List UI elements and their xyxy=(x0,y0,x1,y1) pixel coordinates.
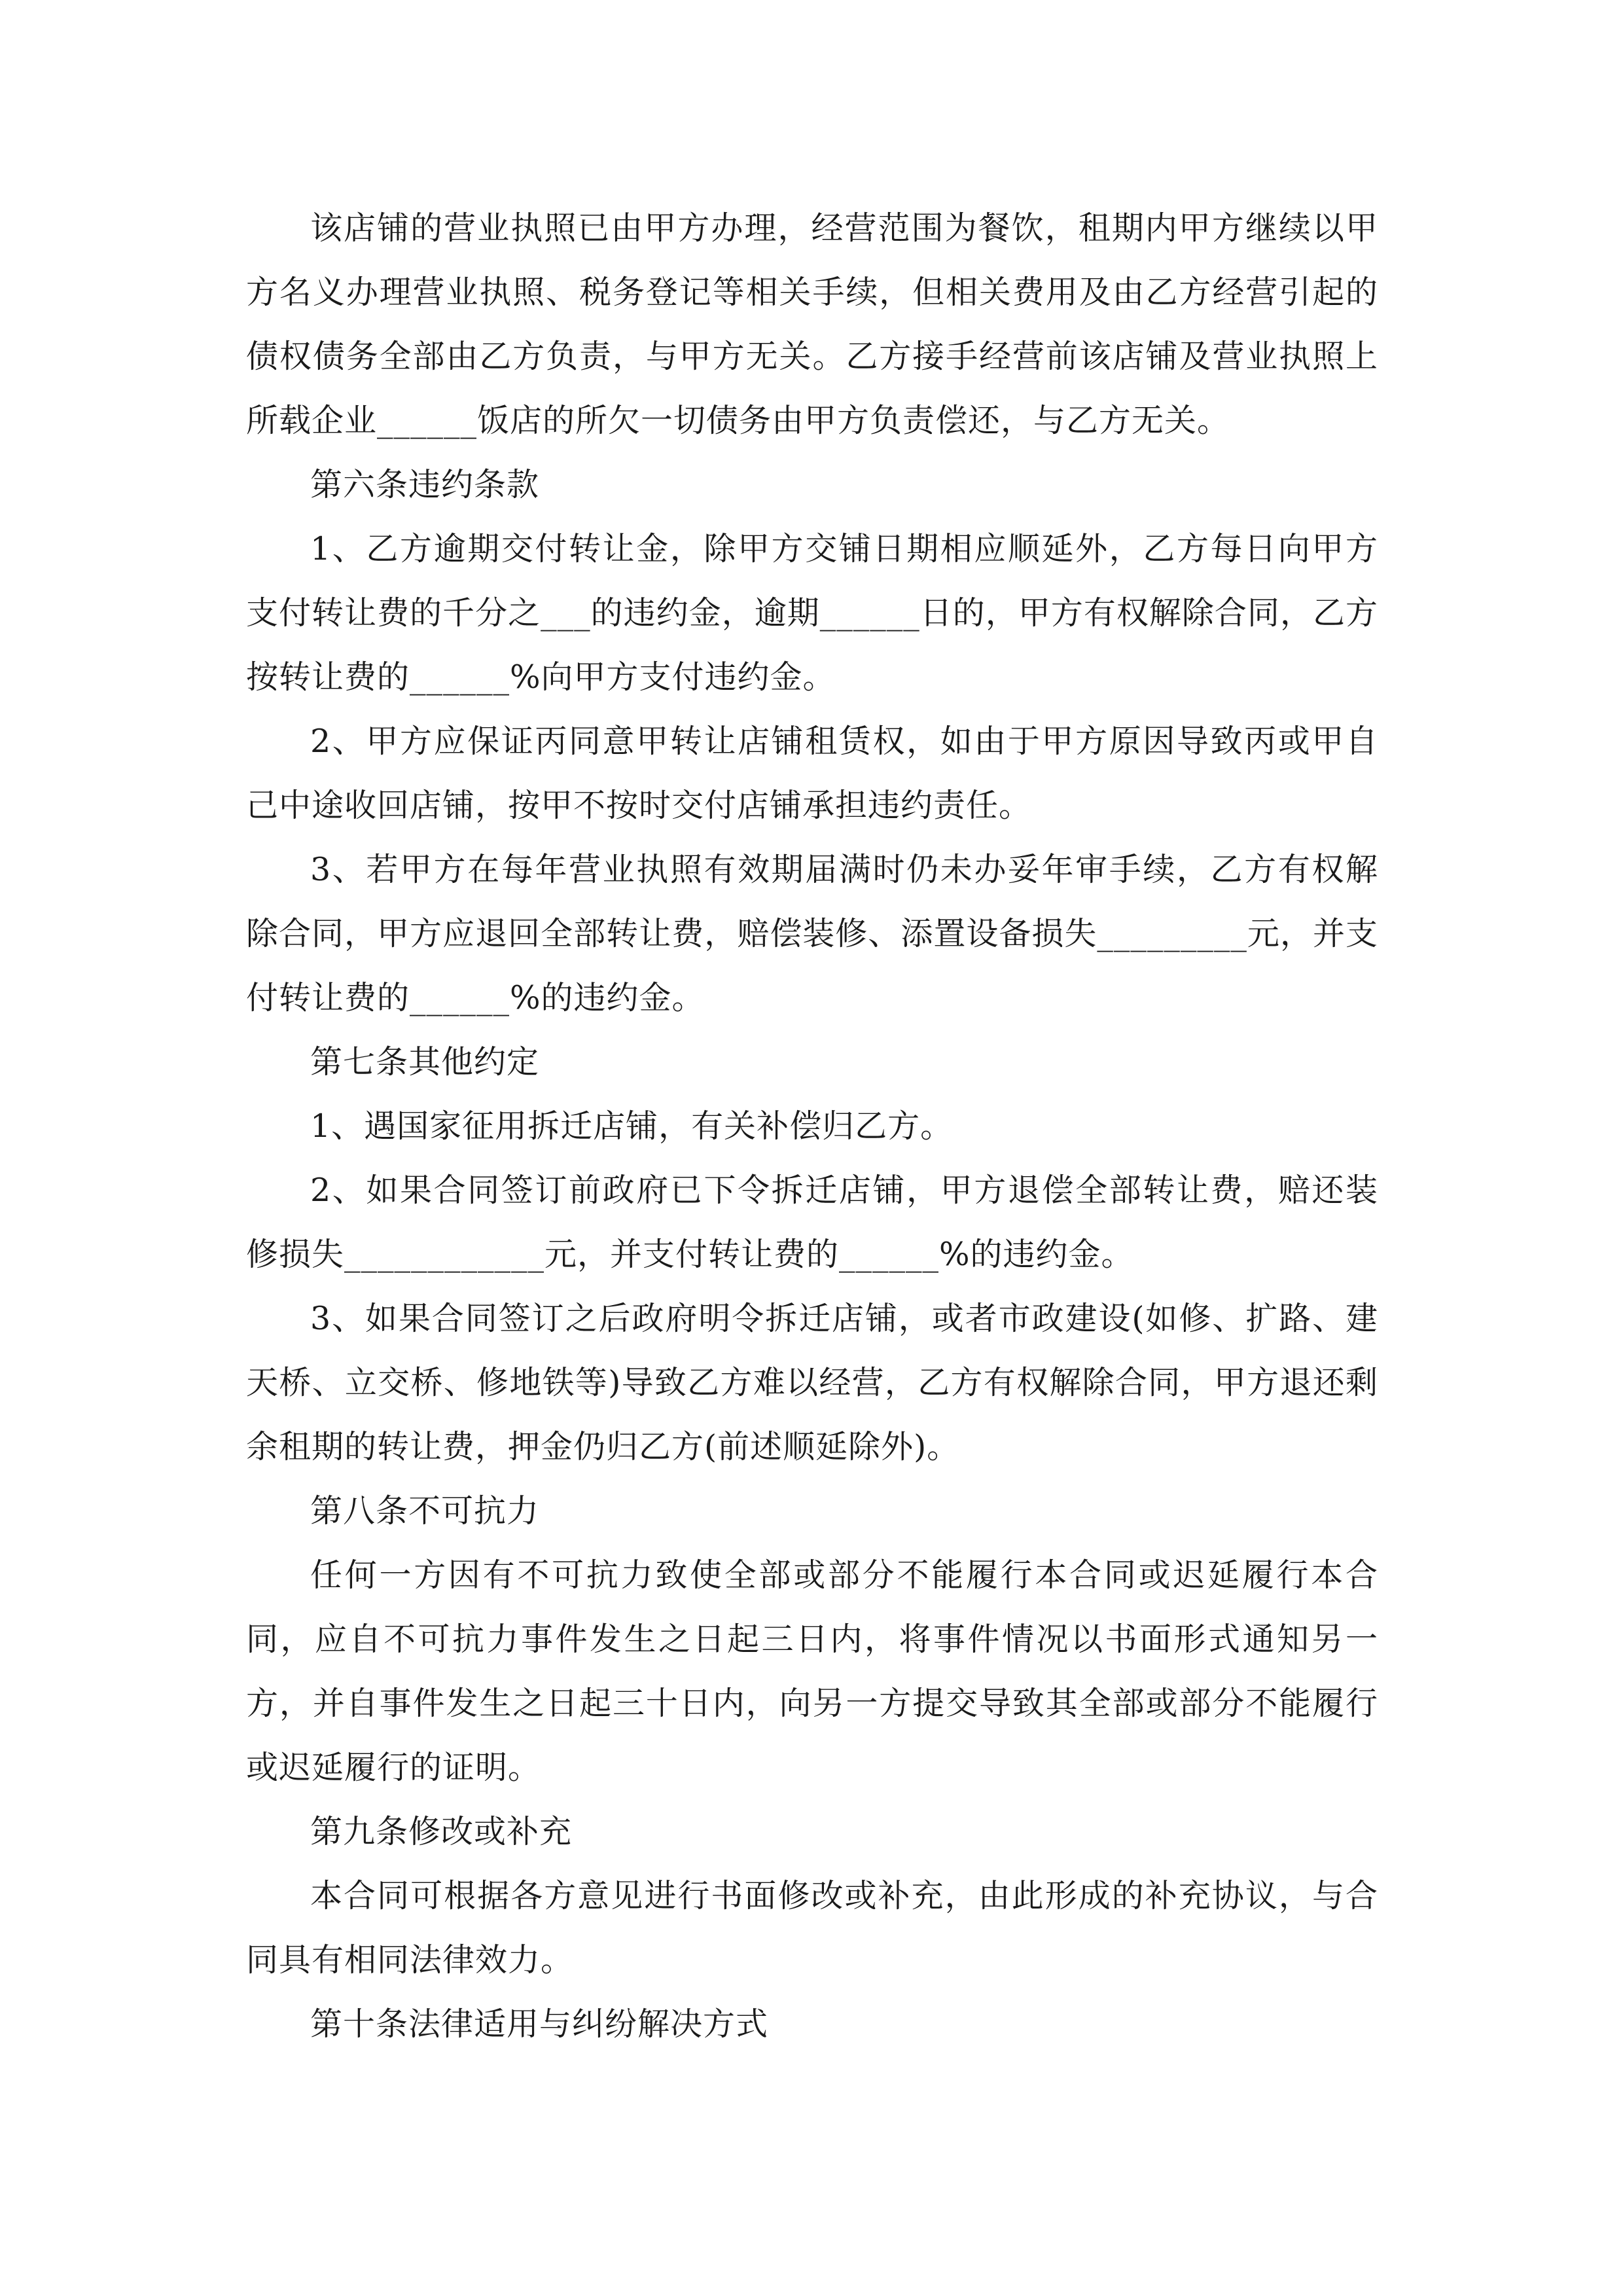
paragraph-8-force-majeure: 任何一方因有不可抗力致使全部或部分不能履行本合同或迟延履行本合同，应自不可抗力事件发生之日起三日内，将事件情况以书面形式通知另一方，并自事件发生之日起三十日内，向另一方提交导致其全部或部分不能履行或迟延履行的证明。 xyxy=(246,1556,1378,1786)
heading-article-6-breach: 第六条违约条款 xyxy=(310,466,540,503)
paragraph-6-3-annual-review: 3、若甲方在每年营业执照有效期届满时仍未办妥年审手续，乙方有权解除合同，甲方应退回全部转让费，赔偿装修、添置设备损失_________元，并支付转让费的______%的违约金。 xyxy=(246,851,1378,1016)
heading-article-9-amendment: 第九条修改或补充 xyxy=(310,1813,573,1850)
document-body xyxy=(246,196,1378,2056)
heading-article-8-force-majeure: 第八条不可抗力 xyxy=(310,1492,540,1530)
paragraph-7-1-expropriation: 1、遇国家征用拆迁店铺，有关补偿归乙方。 xyxy=(310,1107,954,1145)
paragraph-license-clause: 该店铺的营业执照已由甲方办理，经营范围为餐饮，租期内甲方继续以甲方名义办理营业执照、税务登记等相关手续，但相关费用及由乙方经营引起的债权债务全部由乙方负责，与甲方无关。乙方接手经营前该店铺及营业执照上所载企业______饭店的所欠一切债务由甲方负责偿还，与乙方无关。 xyxy=(246,209,1378,439)
paragraph-7-3-demolition-after: 3、如果合同签订之后政府明令拆迁店铺，或者市政建设(如修、扩路、建天桥、立交桥、修地铁等)导致乙方难以经营，乙方有权解除合同，甲方退还剩余租期的转让费，押金仍归乙方(前述顺延除外)。 xyxy=(246,1300,1378,1465)
paragraph-6-1-late-payment: 1、乙方逾期交付转让金，除甲方交铺日期相应顺延外，乙方每日向甲方支付转让费的千分之___的违约金，逾期______日的，甲方有权解除合同，乙方按转让费的______%向甲方支付违约金。 xyxy=(246,530,1378,696)
paragraph-7-2-demolition-before: 2、如果合同签订前政府已下令拆迁店铺，甲方退偿全部转让费，赔还装修损失____________元，并支付转让费的______%的违约金。 xyxy=(246,1172,1378,1273)
paragraph-9-amendment: 本合同可根据各方意见进行书面修改或补充，由此形成的补充协议，与合同具有相同法律效力。 xyxy=(246,1877,1378,1979)
heading-article-10-law: 第十条法律适用与纠纷解决方式 xyxy=(310,2005,769,2043)
paragraph-6-2-guarantee: 2、甲方应保证丙同意甲转让店铺租赁权，如由于甲方原因导致丙或甲自己中途收回店铺，按甲不按时交付店铺承担违约责任。 xyxy=(246,723,1378,824)
heading-article-7-other: 第七条其他约定 xyxy=(310,1043,540,1081)
